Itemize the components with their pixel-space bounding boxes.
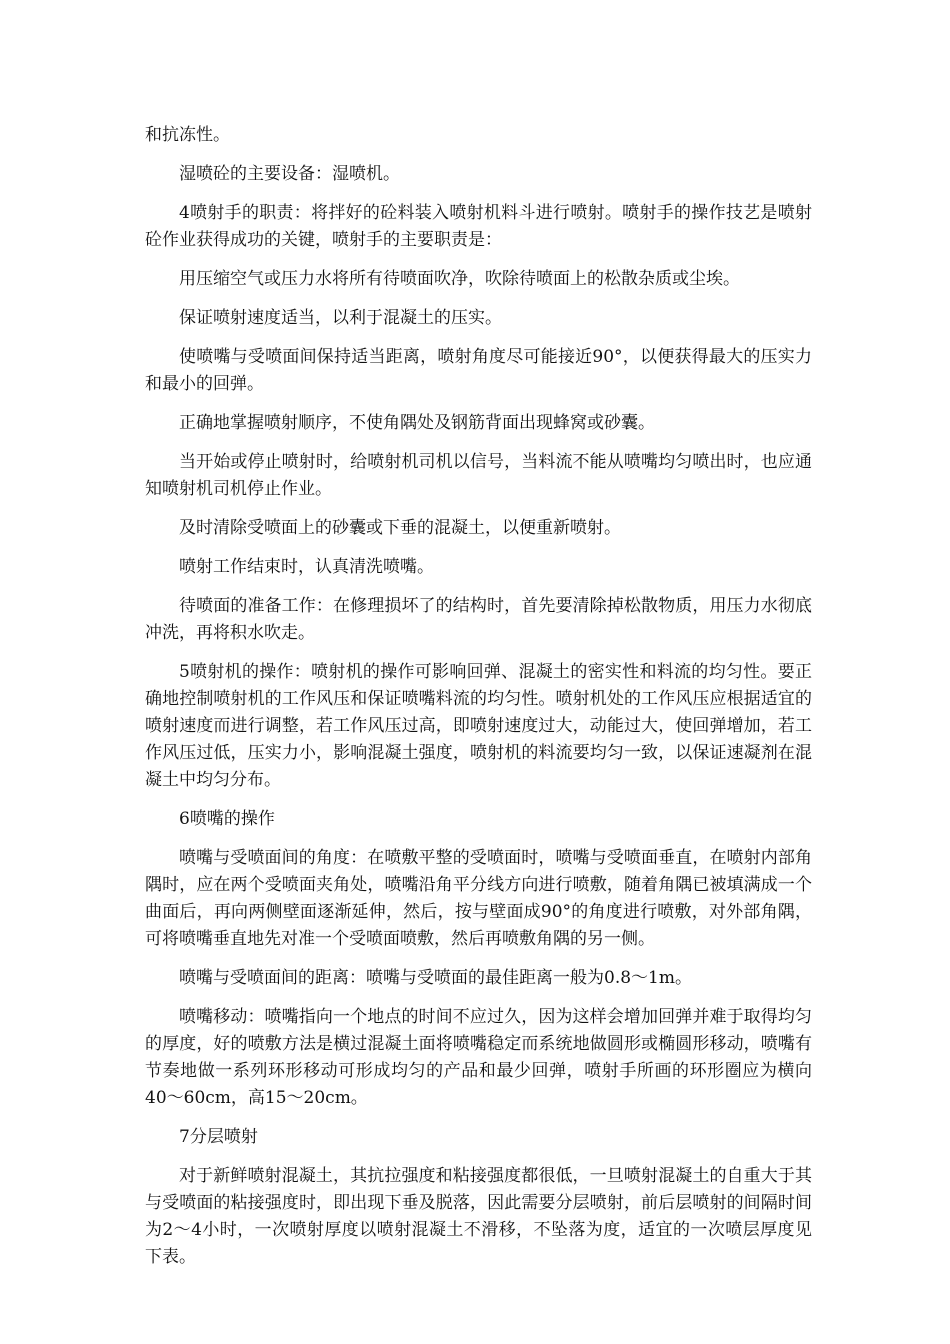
paragraph-11: 待喷面的准备工作：在修理损坏了的结构时，首先要清除掉松散物质，用压力水彻底冲洗，再将积水吹走。: [145, 596, 812, 643]
paragraph-4: 用压缩空气或压力水将所有待喷面吹净，吹除待喷面上的松散杂质或尘埃。: [179, 269, 740, 289]
paragraph-7: 正确地掌握喷射顺序，不使角隅处及钢筋背面出现蜂窝或砂囊。: [179, 413, 655, 433]
paragraph-1: 和抗冻性。: [145, 125, 230, 145]
paragraph-2: 湿喷砼的主要设备：湿喷机。: [179, 164, 400, 184]
paragraph-15: 喷嘴与受喷面间的距离：喷嘴与受喷面的最佳距离一般为0.8～1m。: [179, 968, 692, 988]
paragraph-5: 保证喷射速度适当，以利于混凝土的压实。: [179, 308, 502, 328]
paragraph-12: 5喷射机的操作：喷射机的操作可影响回弹、混凝土的密实性和料流的均匀性。要正确地控制喷射机的工作风压和保证喷嘴料流的均匀性。喷射机处的工作风压应根据适宜的喷射速度而进行调整，若工作风压过高，即喷射速度过大，动能过大，使回弹增加，若工作风压过低，压实力小，影响混凝土强度，喷射机的料流要均匀一致，以保证速凝剂在混凝土中均匀分布。: [145, 662, 812, 790]
paragraph-3: 4喷射手的职责：将拌好的砼料装入喷射机料斗进行喷射。喷射手的操作技艺是喷射砼作业获得成功的关键，喷射手的主要职责是：: [145, 203, 812, 250]
paragraph-16: 喷嘴移动：喷嘴指向一个地点的时间不应过久，因为这样会增加回弹并难于取得均匀的厚度，好的喷敷方法是横过混凝土面将喷嘴稳定而系统地做圆形或椭圆形移动，喷嘴有节奏地做一系列环形移动可形成均匀的产品和最少回弹，喷射手所画的环形圈应为横向40～60cm，高15～20cm。: [145, 1007, 812, 1108]
paragraph-10: 喷射工作结束时，认真清洗喷嘴。: [179, 557, 434, 577]
paragraph-8: 当开始或停止喷射时，给喷射机司机以信号，当料流不能从喷嘴均匀喷出时，也应通知喷射机司机停止作业。: [145, 452, 812, 499]
section-heading-7: 7分层喷射: [179, 1127, 258, 1147]
paragraph-14: 喷嘴与受喷面间的角度：在喷敷平整的受喷面时，喷嘴与受喷面垂直，在喷射内部角隅时，应在两个受喷面夹角处，喷嘴沿角平分线方向进行喷敷，随着角隅已被填满成一个曲面后，再向两侧壁面逐渐延伸，然后，按与壁面成90°的角度进行喷敷，对外部角隅，可将喷嘴垂直地先对准一个受喷面喷敷，然后再喷敷角隅的另一侧。: [145, 848, 812, 949]
paragraph-6: 使喷嘴与受喷面间保持适当距离，喷射角度尽可能接近90°，以便获得最大的压实力和最小的回弹。: [145, 347, 812, 394]
paragraph-18: 对于新鲜喷射混凝土，其抗拉强度和粘接强度都很低，一旦喷射混凝土的自重大于其与受喷面的粘接强度时，即出现下垂及脱落，因此需要分层喷射，前后层喷射的间隔时间为2～4小时，一次喷射厚度以喷射混凝土不滑移，不坠落为度，适宜的一次喷层厚度见下表。: [145, 1166, 812, 1267]
section-heading-6: 6喷嘴的操作: [179, 809, 275, 829]
paragraph-9: 及时清除受喷面上的砂囊或下垂的混凝土，以便重新喷射。: [179, 518, 621, 538]
